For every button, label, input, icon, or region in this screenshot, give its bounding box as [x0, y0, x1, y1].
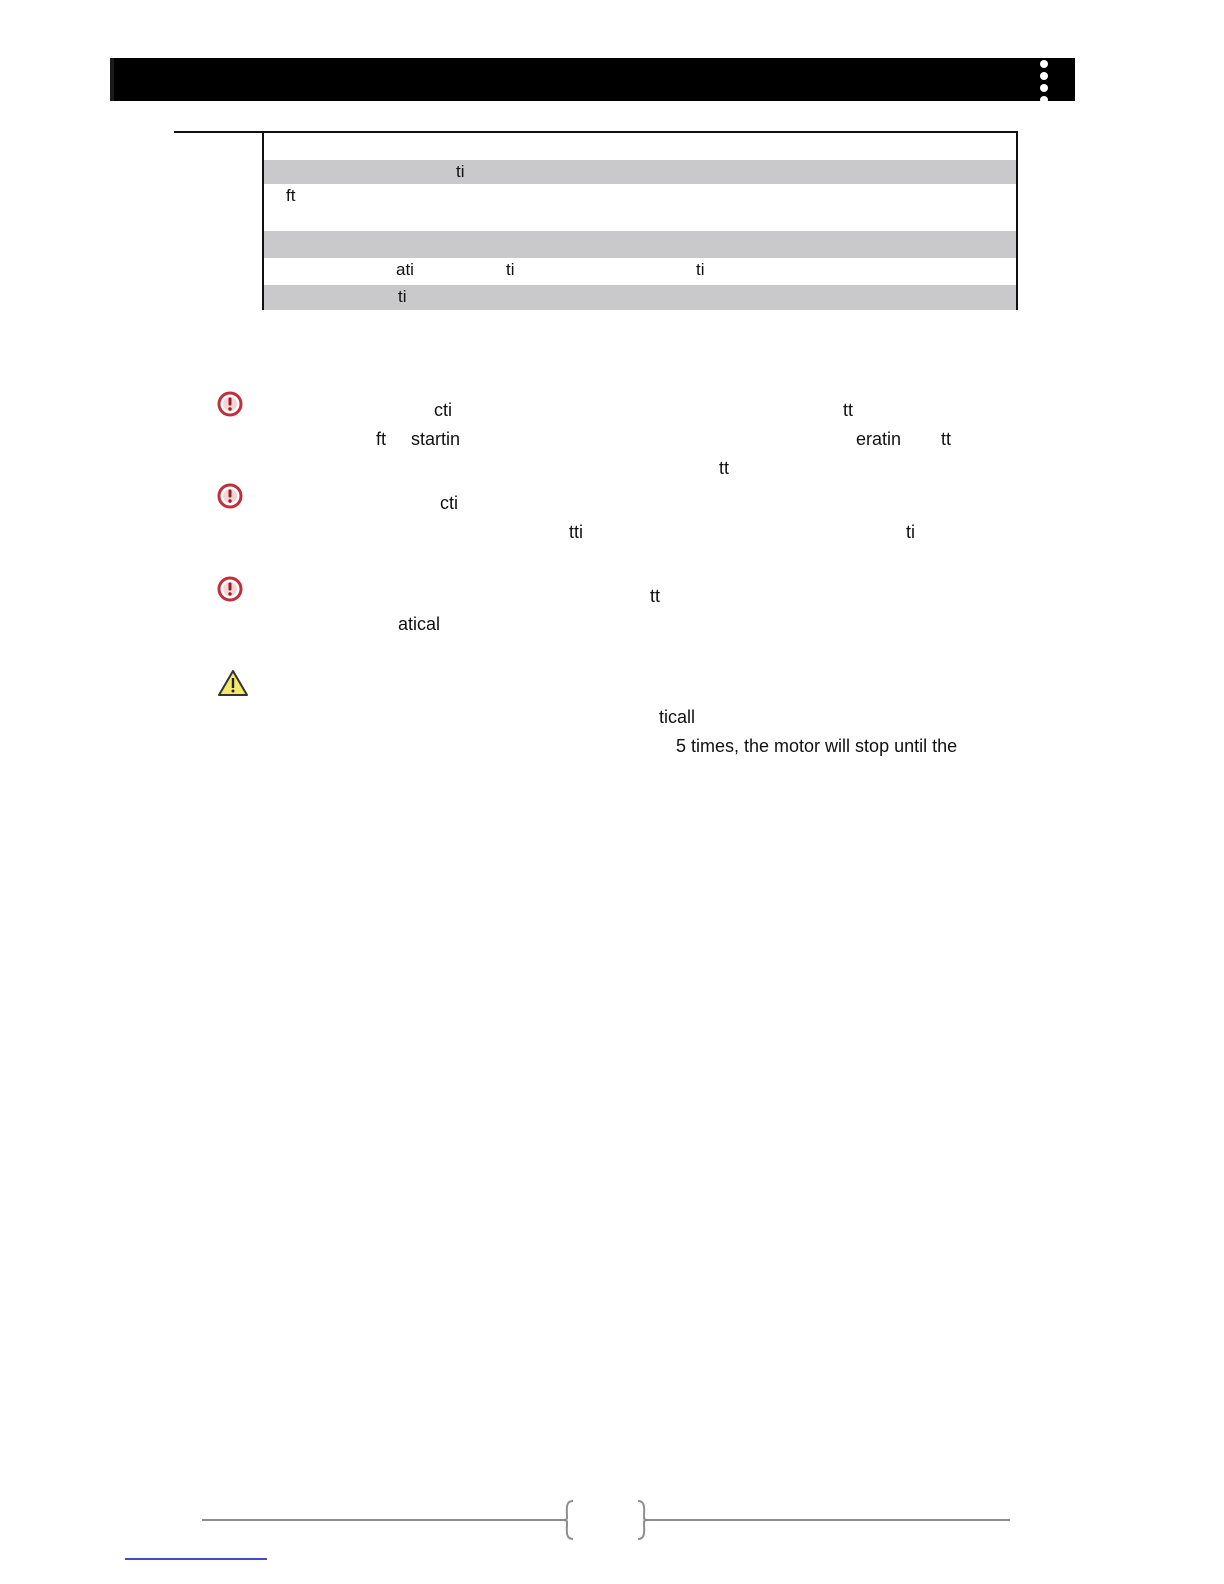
table-cell-text: ti: [398, 287, 407, 306]
error-circle-icon: [217, 576, 243, 602]
table-row: [264, 160, 1016, 184]
note-text: cti: [440, 493, 458, 513]
table-cell-text: ati: [396, 260, 414, 279]
footer-bracket-left-icon: [561, 1500, 575, 1540]
note-text: ft: [376, 429, 387, 449]
footer-link-underline[interactable]: [125, 1558, 267, 1560]
table-left-rule: [174, 131, 264, 133]
note-text: tt: [941, 429, 952, 449]
table-row: [264, 184, 1016, 231]
table-row: [264, 231, 1016, 258]
note-text: cti: [434, 400, 452, 420]
note-text: 5 times, the motor will stop until the: [676, 736, 958, 756]
note-text: eratin: [856, 429, 902, 449]
table-cell-text: ti: [696, 260, 705, 279]
note-text: tt: [719, 458, 730, 478]
note-text: ti: [906, 522, 915, 542]
note-text: tti: [569, 522, 584, 542]
table-row: [264, 133, 1016, 160]
table-cell-text: ti: [506, 260, 515, 279]
table-cell-text: ti: [456, 162, 465, 181]
header-dots-icon: [1037, 58, 1051, 101]
footer-rule-right: [648, 1519, 1010, 1521]
table-cell-text: ft: [286, 186, 296, 205]
note-text: tt: [843, 400, 854, 420]
table-row: [264, 285, 1016, 310]
note-text: tt: [650, 586, 661, 606]
note-text: startin: [411, 429, 461, 449]
note-text: ticall: [659, 707, 696, 727]
error-circle-icon: [217, 391, 243, 417]
warning-triangle-icon: [217, 669, 249, 697]
table-row: [264, 258, 1016, 285]
parameter-table: [262, 131, 1018, 310]
header-band-edge: [110, 58, 114, 101]
header-band: [110, 58, 1075, 101]
error-circle-icon: [217, 483, 243, 509]
note-text: atical: [398, 614, 441, 634]
footer-rule-left: [202, 1519, 565, 1521]
